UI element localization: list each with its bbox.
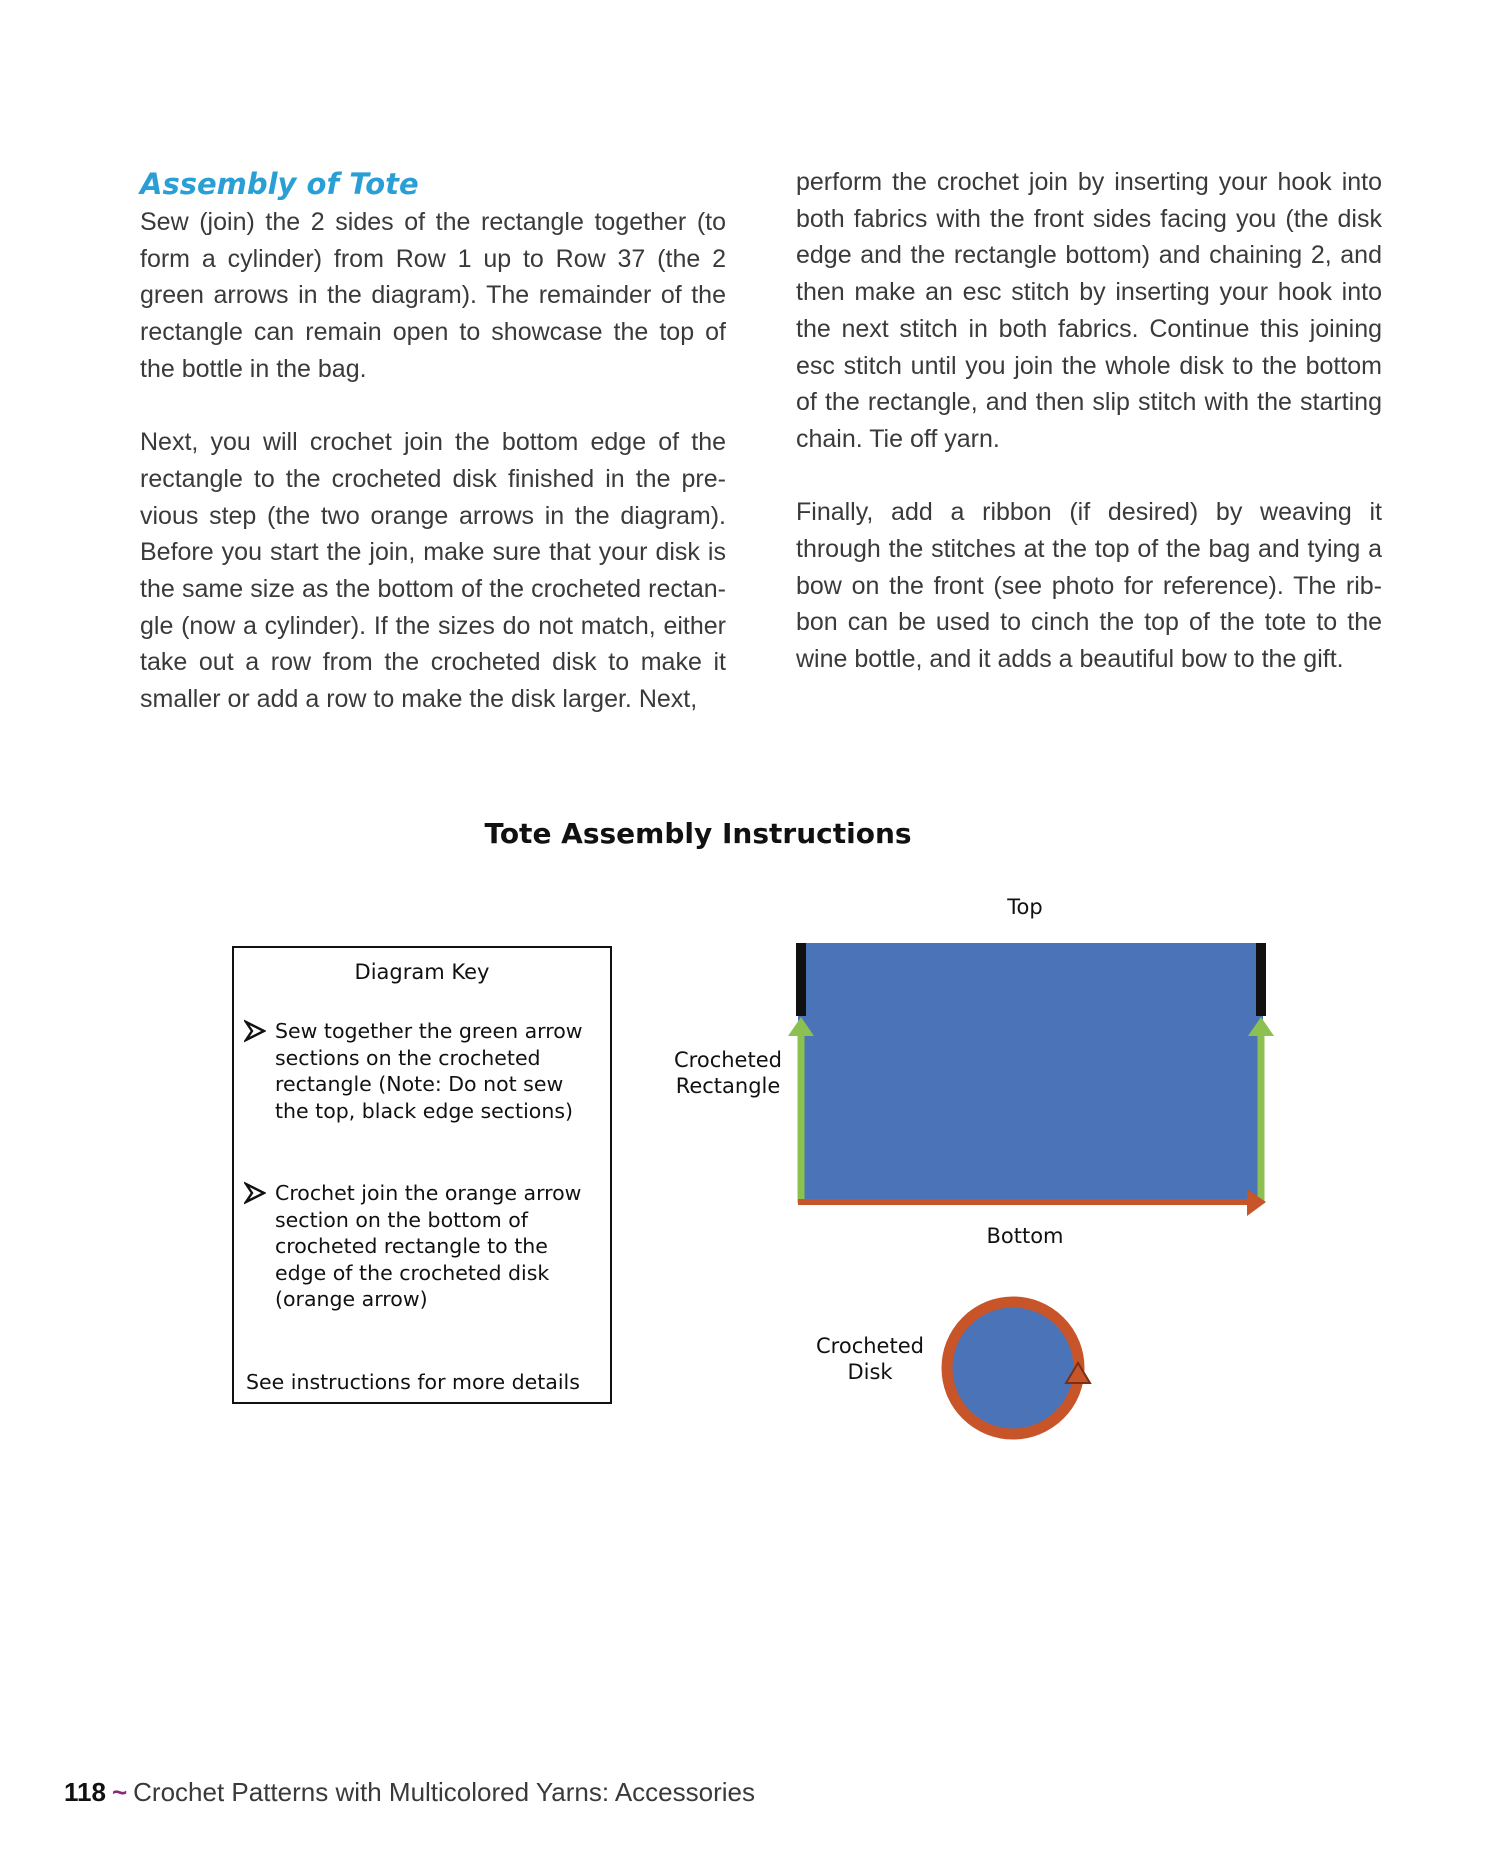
label-bottom: Bottom (986, 1224, 1064, 1248)
diagram-key (232, 946, 612, 1404)
green-arrow-right-head-icon (1248, 1017, 1274, 1036)
key-footer: See instructions for more details (246, 1370, 580, 1394)
label-top: Top (1007, 895, 1043, 919)
green-arrow-left-head-icon (788, 1017, 814, 1036)
page-footer (64, 1777, 755, 1808)
diagram-title: Tote Assembly Instructions (484, 817, 912, 850)
black-edge-right (1256, 943, 1266, 1016)
arrow-bullet-icon (244, 1180, 266, 1206)
paragraph: Sew (join) the 2 sides of the rectangle together (to form a cylinder) from Row 1 up to Row 37 (the 2 green arrows in the diagram). The remainder of the rectangle can remain open to showcase the top of the bottle in the bag. (140, 208, 726, 383)
page-number: 118 (64, 1777, 106, 1807)
label-crocheted-rectangle: Crocheted Rectangle (674, 1048, 782, 1098)
orange-arrow-bottom-head-icon (1247, 1189, 1266, 1216)
paragraph: Next, you will crochet join the bottom edge of the rectangle to the crocheted disk finished in the pre-vious step (the two orange arrows in the diagram). Before you start the join, make sure that your disk is the same size as the bottom of the crocheted rectan-gle (now a cylinder). If the sizes do not match, either take out a row from the crocheted disk to make it smaller or add a row to make the disk larger. Next, (140, 428, 726, 714)
crocheted-disk (947, 1302, 1079, 1434)
label-crocheted-disk: Crocheted Disk (816, 1334, 924, 1384)
key-item (244, 1180, 596, 1313)
book-title: Crochet Patterns with Multicolored Yarns: Accessories (133, 1777, 755, 1807)
arrow-bullet-icon (244, 1018, 266, 1044)
key-item-text: Sew together the green arrow sections on the crocheted rectangle (Note: Do not sew the top, black edge sections) (275, 1019, 583, 1123)
paragraph: perform the crochet join by inserting your hook into both fabrics with the front sides facing you (the disk edge and the rectangle bottom) and chaining 2, and then make an esc stitch by inserting your hook into the next stitch in both fabrics. Continue this joining esc stitch until you join the whole disk to the bottom of the rectangle, and then slip stitch with the starting chain. Tie off yarn. (796, 168, 1382, 453)
tilde-separator: ~ (111, 1777, 128, 1807)
section-heading: Assembly of Tote (140, 167, 419, 201)
right-column (796, 164, 1382, 678)
left-column (140, 164, 726, 718)
crocheted-rectangle (798, 943, 1263, 1203)
key-item-text: Crochet join the orange arrow section on the bottom of crocheted rectangle to the edge of the crocheted disk (orange arrow) (275, 1181, 582, 1311)
key-item (244, 1018, 596, 1124)
diagram-key-title: Diagram Key (354, 960, 490, 984)
black-edge-left (796, 943, 806, 1016)
orange-arrow-disk-head-icon (1066, 1363, 1090, 1383)
paragraph: Finally, add a ribbon (if desired) by weaving it through the stitches at the top of the bag and tying a bow on the front (see photo for reference). The rib-bon can be used to cinch the top of the tote to the wine bottle, and it adds a beautiful bow to the gift. (796, 498, 1382, 674)
